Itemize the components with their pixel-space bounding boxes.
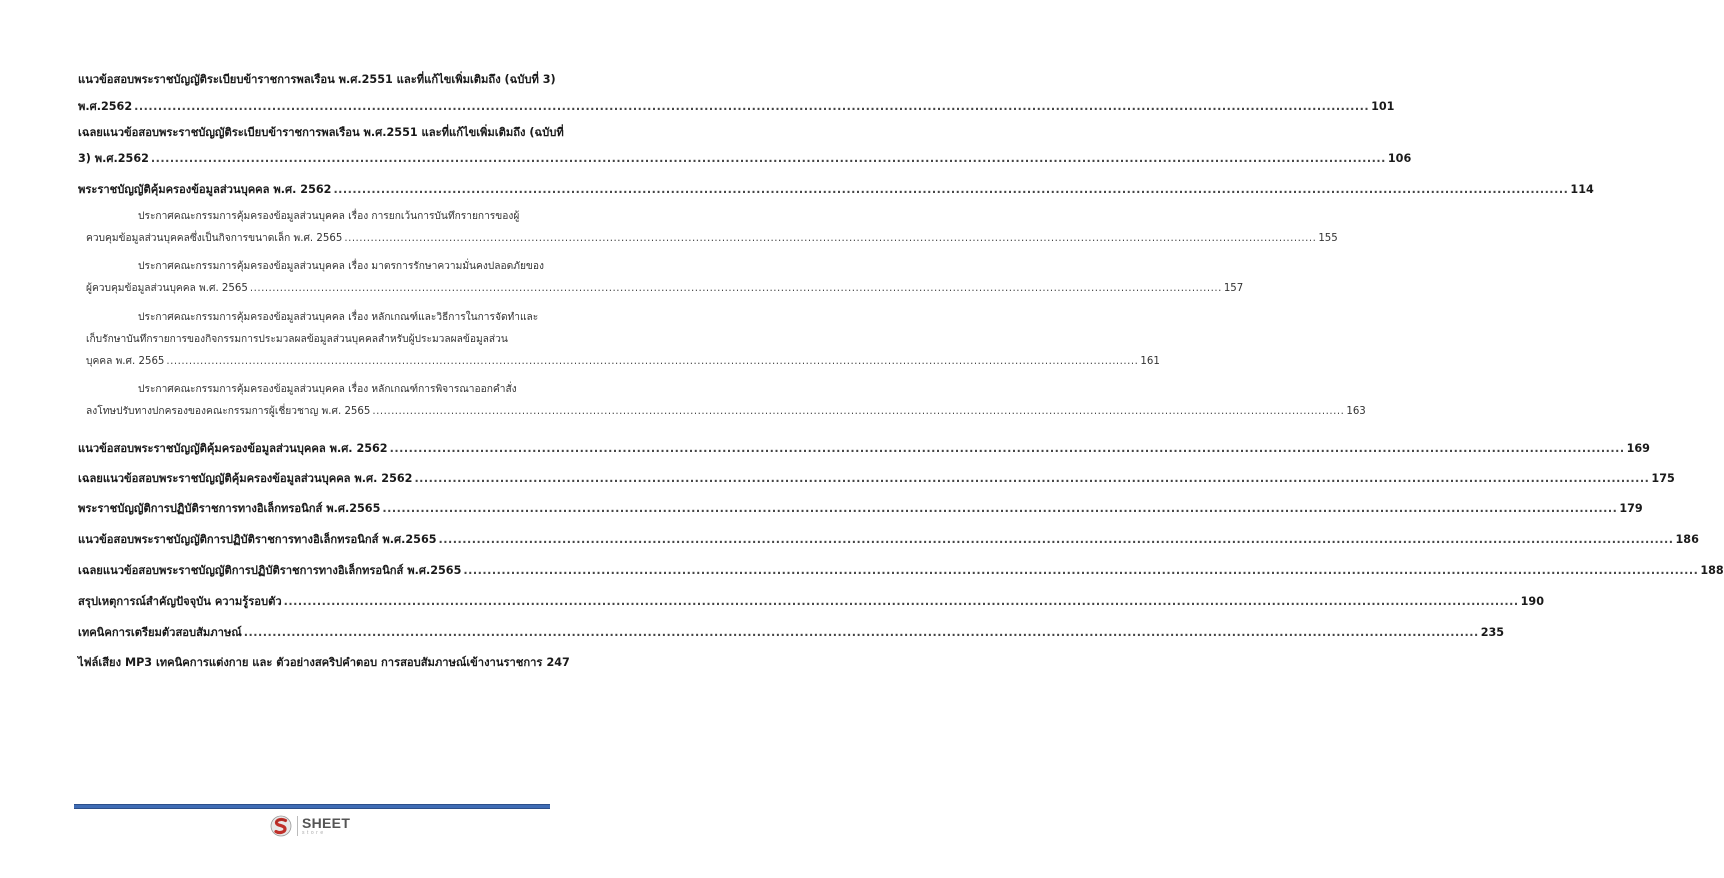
sheet-store-s-icon <box>270 815 292 837</box>
dot-leader <box>463 561 1698 581</box>
dot-leader <box>134 97 1369 117</box>
dot-leader <box>166 352 1138 372</box>
page-number: 161 <box>1140 356 1160 367</box>
toc-entry-line: 3) พ.ศ.2562 <box>78 152 149 165</box>
dot-leader <box>333 180 1568 200</box>
logo-title: SHEET <box>302 815 351 831</box>
toc-entry-line: ประกาศคณะกรรมการคุ้มครองข้อมูลส่วนบุคคล เรื่อง มาตรการรักษาความมั่นคงปลอดภัยของ <box>138 261 544 272</box>
page-number: 235 <box>1480 626 1505 639</box>
page-number: 169 <box>1626 442 1650 455</box>
toc-entry-line: ควบคุมข้อมูลส่วนบุคคลซึ่งเป็นกิจการขนาดเล็ก พ.ศ. 2565 <box>86 233 343 244</box>
toc-entry-line: พระราชบัญญัติคุ้มครองข้อมูลส่วนบุคคล พ.ศ. 2562 <box>78 183 332 196</box>
dot-leader <box>344 229 1316 249</box>
dot-leader <box>250 279 1222 299</box>
toc-entry-line: แนวข้อสอบพระราชบัญญัติคุ้มครองข้อมูลส่วนบุคคล พ.ศ. 2562 <box>78 442 388 455</box>
toc-entry-line: ประกาศคณะกรรมการคุ้มครองข้อมูลส่วนบุคคล เรื่อง หลักเกณฑ์การพิจารณาออกคำสั่ง <box>138 384 517 395</box>
toc-entry-line: เฉลยแนวข้อสอบพระราชบัญญัติคุ้มครองข้อมูลส่วนบุคคล พ.ศ. 2562 <box>78 472 413 485</box>
page-number: 155 <box>1318 233 1338 244</box>
toc-entry-line: สรุปเหตุการณ์สำคัญปัจจุบัน ความรู้รอบตัว <box>78 595 282 608</box>
page-number: 163 <box>1346 406 1366 417</box>
toc-entry-line: บุคคล พ.ศ. 2565 <box>86 356 165 367</box>
page-number: 190 <box>1520 595 1544 608</box>
page-number: 114 <box>1570 183 1594 196</box>
dot-leader <box>244 623 1479 643</box>
toc-entry-line: ประกาศคณะกรรมการคุ้มครองข้อมูลส่วนบุคคล เรื่อง การยกเว้นการบันทึกรายการของผู้ <box>138 211 520 222</box>
dot-leader <box>372 402 1344 422</box>
page-number: 179 <box>1619 502 1643 515</box>
dot-leader <box>151 149 1386 169</box>
toc-entry-line: เทคนิคการเตรียมตัวสอบสัมภาษณ์ <box>78 626 242 639</box>
toc-entry-line: เก็บรักษาบันทึกรายการของกิจกรรมการประมวลผลข้อมูลส่วนบุคคลสำหรับผู้ประมวลผลข้อมูลส่วน <box>86 334 508 345</box>
dot-leader <box>284 592 1519 612</box>
page-number: 188 <box>1700 564 1724 577</box>
logo-subtitle: store <box>302 830 326 836</box>
toc-entry-line: เฉลยแนวข้อสอบพระราชบัญญัติการปฏิบัติราชการทางอิเล็กทรอนิกส์ พ.ศ.2565 <box>78 564 462 577</box>
toc-entry-line: แนวข้อสอบพระราชบัญญัติระเบียบข้าราชการพลเรือน พ.ศ.2551 และที่แก้ไขเพิ่มเติมถึง (ฉบับที่ 3) <box>78 73 556 86</box>
page-number: 101 <box>1371 100 1395 113</box>
dot-leader <box>439 530 1674 550</box>
toc-entry-line: เฉลยแนวข้อสอบพระราชบัญญัติระเบียบข้าราชการพลเรือน พ.ศ.2551 และที่แก้ไขเพิ่มเติมถึง (ฉบับที่ <box>78 126 564 139</box>
toc-entry-line: ผู้ควบคุมข้อมูลส่วนบุคคล พ.ศ. 2565 <box>86 283 248 294</box>
dot-leader <box>414 469 1649 489</box>
page-number: 247 <box>546 656 570 669</box>
page-number: 106 <box>1387 152 1412 165</box>
toc-entry-line: ประกาศคณะกรรมการคุ้มครองข้อมูลส่วนบุคคล เรื่อง หลักเกณฑ์และวิธีการในการจัดทำและ <box>138 312 539 323</box>
toc-entry-line: ไฟล์เสียง MP3 เทคนิคการแต่งกาย และ ตัวอย่างสคริปคำตอบ การสอบสัมภาษณ์เข้างานราชการ <box>78 656 543 669</box>
page-number: 186 <box>1675 533 1699 546</box>
page-number: 157 <box>1223 283 1244 294</box>
toc-entry-line: ลงโทษปรับทางปกครองของคณะกรรมการผู้เชี่ยวชาญ พ.ศ. 2565 <box>86 406 371 417</box>
toc-entry-line: แนวข้อสอบพระราชบัญญัติการปฏิบัติราชการทางอิเล็กทรอนิกส์ พ.ศ.2565 <box>78 533 437 546</box>
logo-separator <box>297 816 298 836</box>
toc-entry-line: พระราชบัญญัติการปฏิบัติราชการทางอิเล็กทรอนิกส์ พ.ศ.2565 <box>78 502 381 515</box>
dot-leader <box>382 499 1617 519</box>
sheet-store-logo <box>270 815 350 837</box>
page-number: 175 <box>1651 472 1675 485</box>
dot-leader <box>390 439 1625 459</box>
toc-entry-line: พ.ศ.2562 <box>78 100 133 113</box>
footer-divider <box>74 804 550 809</box>
